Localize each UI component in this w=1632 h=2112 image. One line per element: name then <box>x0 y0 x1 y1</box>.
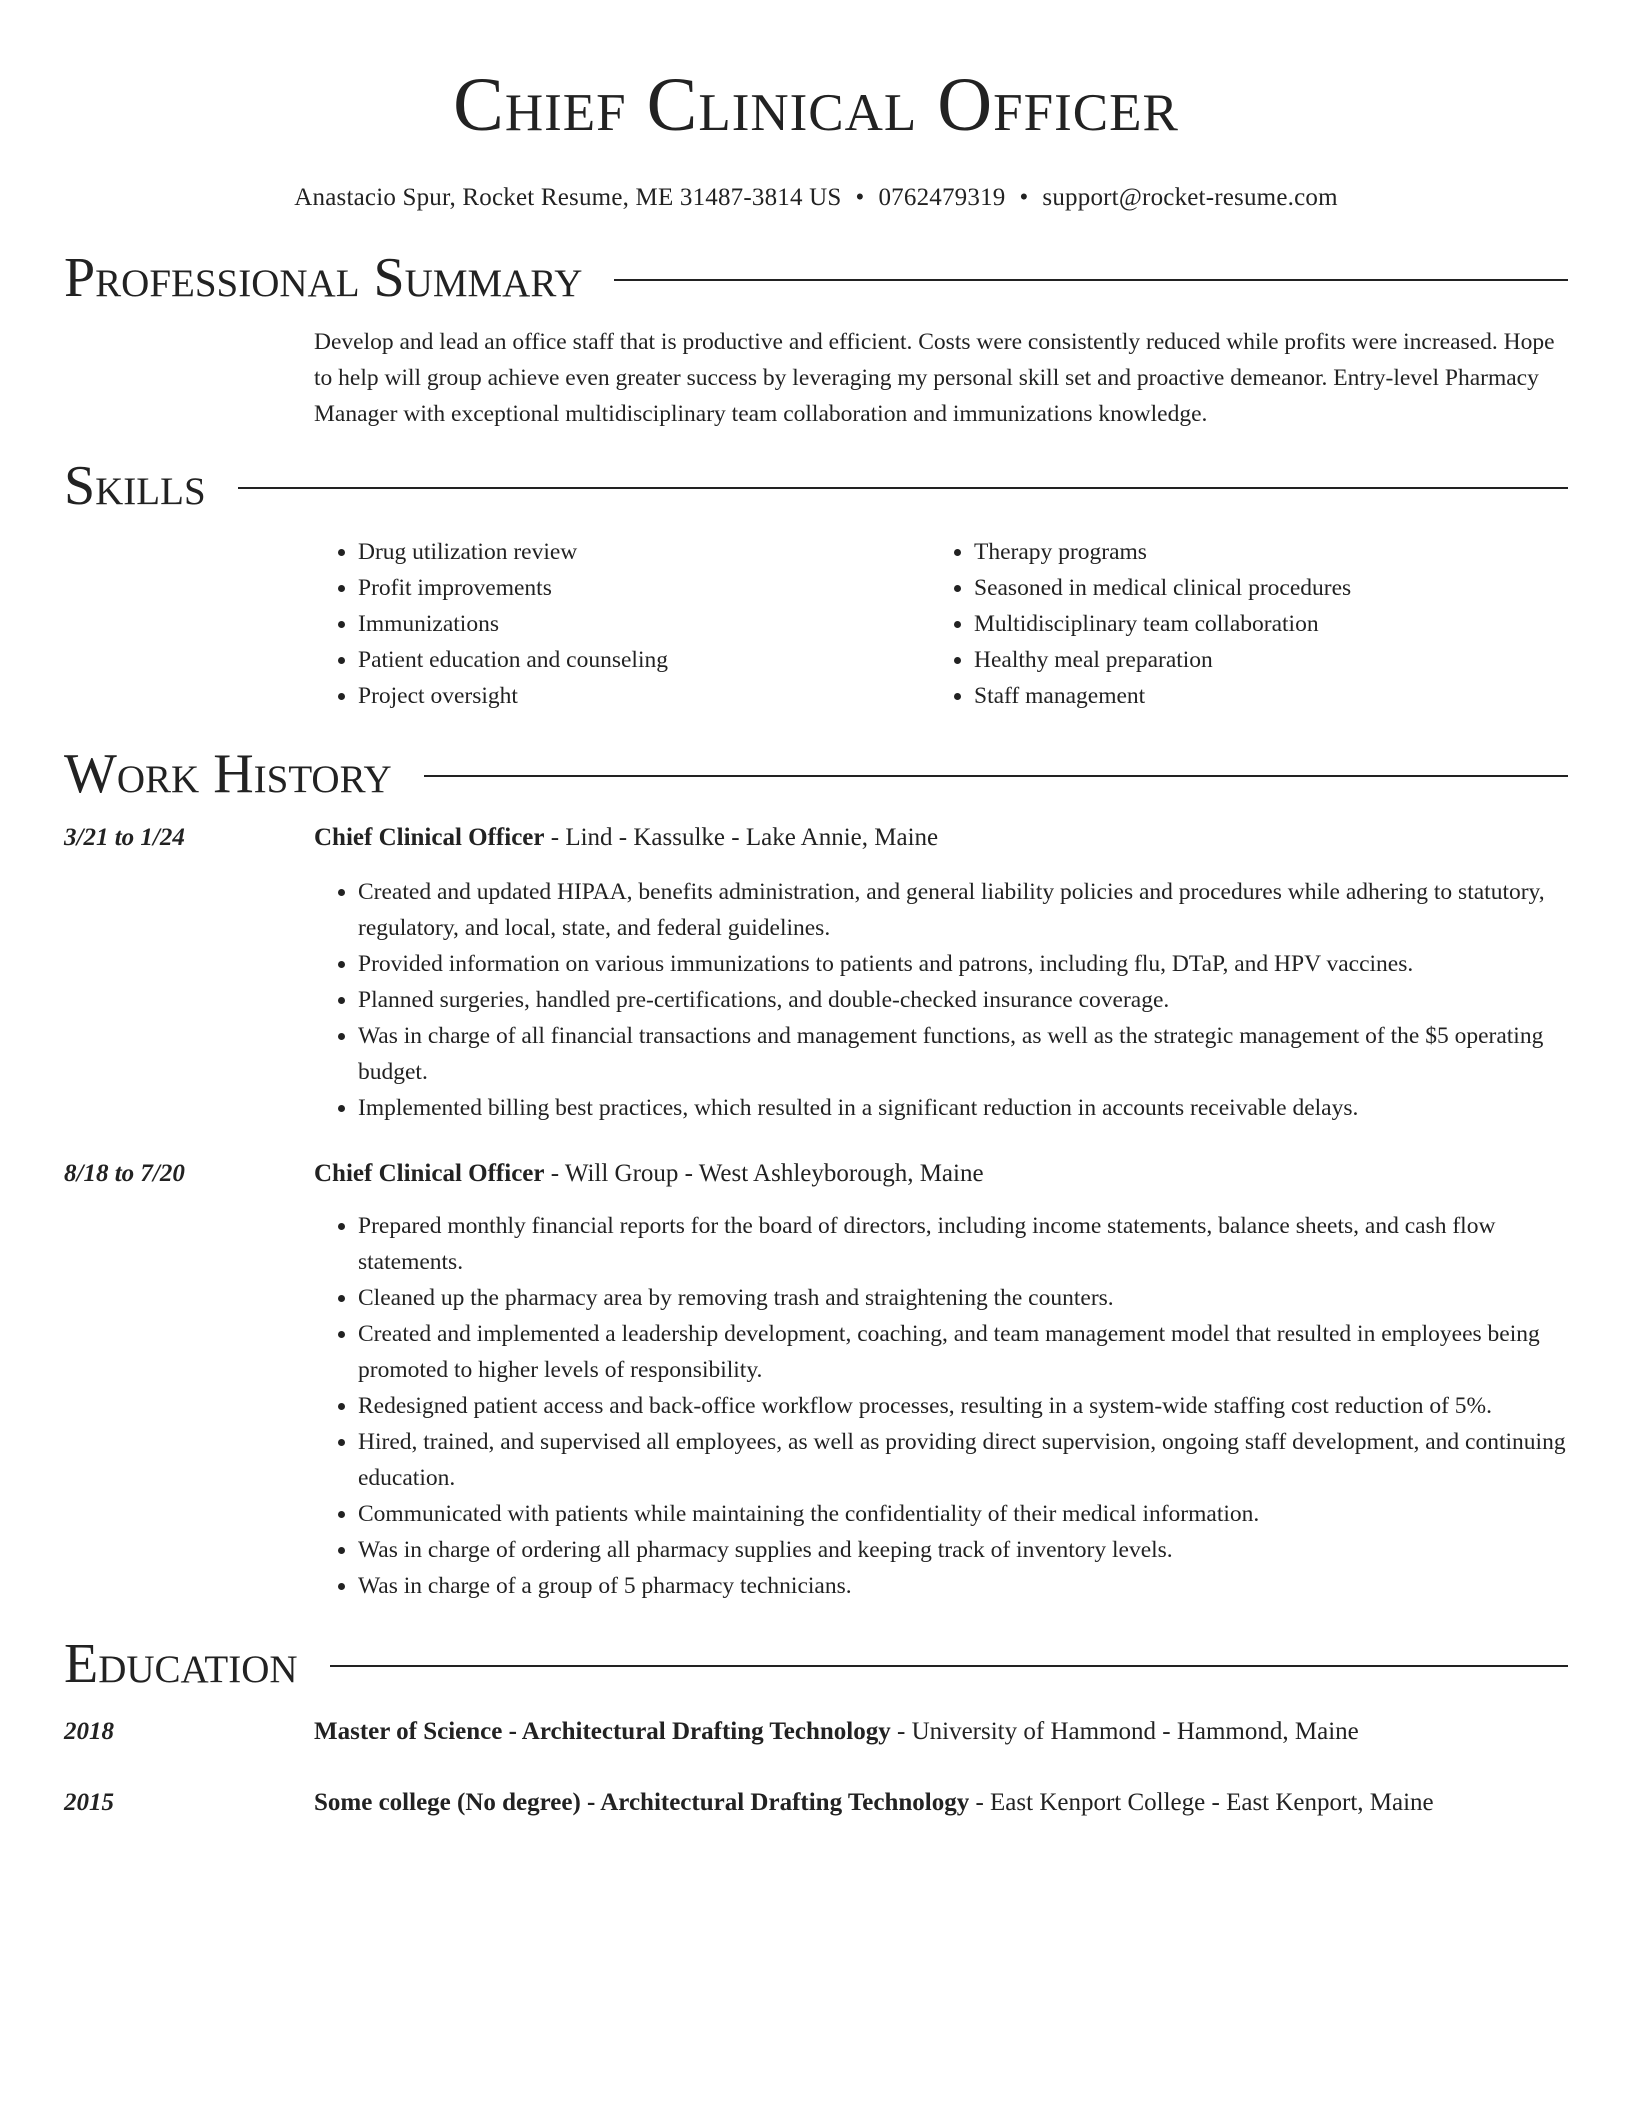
skill-item: • Project oversight <box>358 678 930 714</box>
resume-name: Chief Clinical Officer <box>453 63 1179 147</box>
job-bullet: • Prepared monthly financial reports for the board of directors, including income statements, balance sheets, and cash flow statements. <box>358 1208 1568 1280</box>
skills-column-right <box>930 534 1546 714</box>
skill-item: • Immunizations <box>358 606 930 642</box>
skill-item: • Therapy programs <box>974 534 1546 570</box>
job-header <box>64 1156 1568 1192</box>
education-entry <box>64 1785 1568 1821</box>
summary-heading-label: Professional Summary <box>64 247 583 309</box>
section-divider <box>238 487 1568 489</box>
skill-item: • Seasoned in medical clinical procedures <box>974 570 1546 606</box>
skill-item: • Patient education and counseling <box>358 642 930 678</box>
skill-item: • Drug utilization review <box>358 534 930 570</box>
job-title: Chief Clinical Officer <box>314 824 545 851</box>
contact-email: support@rocket-resume.com <box>1042 184 1338 211</box>
summary-text: Develop and lead an office staff that is productive and efficient. Costs were consistently reduced while profits were increased. Hope to help will group achieve even greater success by leveraging my personal skill set and proactive demeanor. Entry-level Pharmacy Manager with exceptional multidisciplinary team collaboration and immunizations knowledge. <box>314 329 1555 427</box>
education-school: - University of Hammond - Hammond, Maine <box>890 1718 1359 1745</box>
job-dates: 8/18 to 7/20 <box>64 1160 185 1187</box>
job-bullets <box>314 1208 1568 1604</box>
contact-phone: 0762479319 <box>878 184 1006 211</box>
job-bullet: • Cleaned up the pharmacy area by removing trash and straightening the counters. <box>358 1280 1568 1316</box>
skill-item: • Profit improvements <box>358 570 930 606</box>
work-section <box>64 742 1568 1604</box>
skill-item: • Healthy meal preparation <box>974 642 1546 678</box>
job-title: Chief Clinical Officer <box>314 1160 545 1187</box>
section-divider <box>424 775 1568 777</box>
contact-separator: • <box>1019 184 1029 211</box>
job-title-line <box>314 1156 1568 1192</box>
job-bullet: • Was in charge of all financial transactions and management functions, as well as the strategic management of the $5 operating budget. <box>358 1018 1568 1090</box>
job-bullet: • Created and implemented a leadership development, coaching, and team management model that resulted in employees being promoted to higher levels of responsibility. <box>358 1316 1568 1388</box>
job-bullet: • Created and updated HIPAA, benefits administration, and general liability policies and procedures while adhering to statutory, regulatory, and local, state, and federal guidelines. <box>358 874 1568 946</box>
job-header <box>64 820 1568 856</box>
work-heading-label: Work History <box>64 743 392 805</box>
education-heading <box>64 1632 1568 1696</box>
skills-list <box>314 534 1568 714</box>
job-bullet: • Was in charge of a group of 5 pharmacy technicians. <box>358 1568 1568 1604</box>
skill-item: • Multidisciplinary team collaboration <box>974 606 1546 642</box>
job-entry <box>64 820 1568 1126</box>
education-degree: Some college (No degree) - Architectural Drafting Technology <box>314 1789 970 1816</box>
skill-item: • Staff management <box>974 678 1546 714</box>
education-line <box>314 1785 1568 1821</box>
job-bullets <box>314 874 1568 1126</box>
work-heading <box>64 742 1568 806</box>
skills-column-left <box>314 534 930 714</box>
education-year: 2018 <box>64 1718 114 1745</box>
job-bullet: • Planned surgeries, handled pre-certifications, and double-checked insurance coverage. <box>358 982 1568 1018</box>
job-entry <box>64 1156 1568 1604</box>
contact-separator: • <box>855 184 865 211</box>
job-details: - Will Group - West Ashleyborough, Maine <box>544 1160 984 1187</box>
skills-heading-label: Skills <box>64 455 206 517</box>
job-details: - Lind - Kassulke - Lake Annie, Maine <box>544 824 939 851</box>
skills-heading <box>64 454 1568 518</box>
skills-section <box>64 454 1568 714</box>
education-year: 2015 <box>64 1789 114 1816</box>
job-bullet: • Implemented billing best practices, which resulted in a significant reduction in accounts receivable delays. <box>358 1090 1568 1126</box>
summary-section <box>64 246 1568 432</box>
section-divider <box>330 1665 1568 1667</box>
job-bullet: • Provided information on various immunizations to patients and patrons, including flu, DTaP, and HPV vaccines. <box>358 946 1568 982</box>
education-school: - East Kenport College - East Kenport, Maine <box>969 1789 1434 1816</box>
education-degree: Master of Science - Architectural Drafting Technology <box>314 1718 891 1745</box>
job-bullet: • Hired, trained, and supervised all employees, as well as providing direct supervision, ongoing staff development, and continuing education. <box>358 1424 1568 1496</box>
job-bullet: • Communicated with patients while maintaining the confidentiality of their medical information. <box>358 1496 1568 1532</box>
education-section <box>64 1632 1568 1821</box>
section-divider <box>614 279 1568 281</box>
contact-line <box>64 184 1568 212</box>
summary-heading <box>64 246 1568 310</box>
contact-address: Anastacio Spur, Rocket Resume, ME 31487-3814 US <box>294 184 842 211</box>
education-entry <box>64 1714 1568 1750</box>
education-line <box>314 1714 1568 1750</box>
job-title-line <box>314 820 1568 856</box>
job-bullet: • Redesigned patient access and back-office workflow processes, resulting in a system-wide staffing cost reduction of 5%. <box>358 1388 1568 1424</box>
job-dates: 3/21 to 1/24 <box>64 824 185 851</box>
education-heading-label: Education <box>64 1633 298 1695</box>
job-bullet: • Was in charge of ordering all pharmacy supplies and keeping track of inventory levels. <box>358 1532 1568 1568</box>
